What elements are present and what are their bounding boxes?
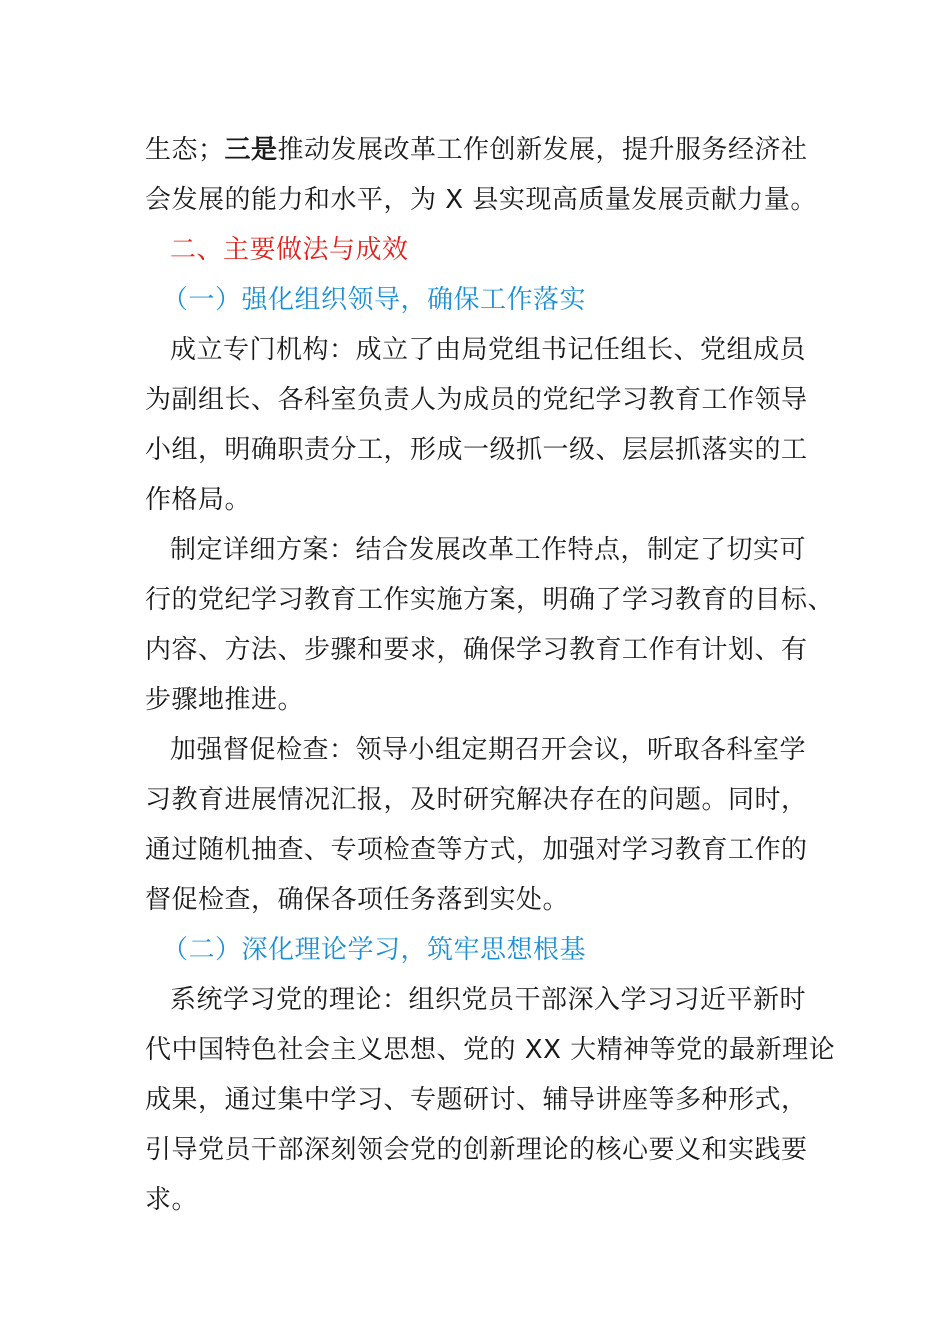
paragraph-line: 通过随机抽查、专项检查等方式，加强对学习教育工作的 xyxy=(145,835,808,865)
paragraph-line: 习教育进展情况汇报，及时研究解决存在的问题。同时， xyxy=(145,785,808,815)
paragraph-line: 引导党员干部深刻领会党的创新理论的核心要义和实践要 xyxy=(145,1135,808,1165)
subsection-heading: （一）强化组织领导，确保工作落实 xyxy=(162,285,587,315)
intro-text: 推动发展改革工作创新发展，提升服务经济社 xyxy=(277,135,808,165)
paragraph-line: 作格局。 xyxy=(145,485,252,515)
paragraph-line: 为副组长、各科室负责人为成员的党纪学习教育工作领导 xyxy=(145,385,808,415)
paragraph-line: 内容、方法、步骤和要求，确保学习教育工作有计划、有 xyxy=(145,635,808,665)
paragraph-line: 步骤地推进。 xyxy=(145,685,305,715)
section-heading: 二、主要做法与成效 xyxy=(170,235,409,265)
paragraph-line: 求。 xyxy=(145,1185,199,1215)
subsection-heading: （二）深化理论学习，筑牢思想根基 xyxy=(162,935,587,965)
paragraph-line: 成立专门机构：成立了由局党组书记任组长、党组成员 xyxy=(170,335,807,365)
paragraph-line: 系统学习党的理论：组织党员干部深入学习习近平新时 xyxy=(170,985,807,1015)
paragraph-line: 制定详细方案：结合发展改革工作特点，制定了切实可 xyxy=(170,535,807,565)
intro-line-2: 会发展的能力和水平，为 X 县实现高质量发展贡献力量。 xyxy=(145,185,817,215)
paragraph-line: 小组，明确职责分工，形成一级抓一级、层层抓落实的工 xyxy=(145,435,808,465)
paragraph-line: 成果，通过集中学习、专题研讨、辅导讲座等多种形式， xyxy=(145,1085,808,1115)
intro-text: 生态； xyxy=(145,135,225,165)
paragraph-line: 行的党纪学习教育工作实施方案，明确了学习教育的目标、 xyxy=(145,585,835,615)
intro-line-1 xyxy=(145,133,808,167)
paragraph-line: 加强督促检查：领导小组定期召开会议，听取各科室学 xyxy=(170,735,807,765)
paragraph-line: 督促检查，确保各项任务落到实处。 xyxy=(145,885,570,915)
paragraph-line: 代中国特色社会主义思想、党的 XX 大精神等党的最新理论 xyxy=(145,1035,836,1065)
intro-bold-text: 三是 xyxy=(224,135,278,165)
